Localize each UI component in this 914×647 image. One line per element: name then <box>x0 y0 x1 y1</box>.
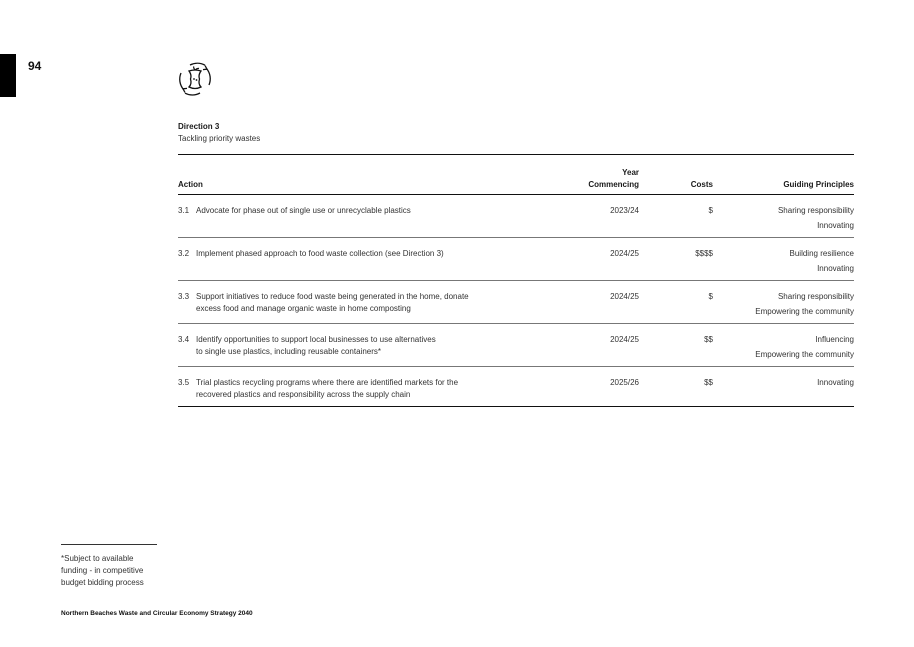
principle: Empowering the community <box>755 350 854 359</box>
principle: Sharing responsibility <box>777 292 854 301</box>
row-action-line: Support initiatives to reduce food waste being generated in the home, donate <box>196 292 469 301</box>
principle: Innovating <box>817 221 854 230</box>
page-number: 94 <box>28 59 42 73</box>
table-row <box>178 238 854 281</box>
principle: Building resilience <box>789 249 854 258</box>
header-year-line1: Year <box>622 168 639 177</box>
row-year: 2024/25 <box>610 335 639 344</box>
page-tab-marker <box>0 54 16 97</box>
row-principles <box>755 289 854 319</box>
direction-subtitle: Tackling priority wastes <box>178 134 261 143</box>
row-principles <box>778 203 854 233</box>
row-action-line: excess food and manage organic waste in home composting <box>196 304 411 313</box>
row-action <box>196 334 496 358</box>
principle: Innovating <box>817 264 854 273</box>
row-number: 3.4 <box>178 335 190 344</box>
table-header <box>178 155 854 195</box>
header-action: Action <box>178 180 203 189</box>
row-principles <box>790 246 854 276</box>
row-year: 2023/24 <box>610 206 639 215</box>
row-number: 3.1 <box>178 206 190 215</box>
row-principles <box>817 375 854 390</box>
row-year: 2025/26 <box>610 378 639 387</box>
row-cost: $$ <box>704 335 713 344</box>
principle: Influencing <box>815 335 854 344</box>
row-year: 2024/25 <box>610 292 639 301</box>
actions-table <box>178 154 854 407</box>
document-footer: Northern Beaches Waste and Circular Economy Strategy 2040 <box>61 610 253 617</box>
principle: Sharing responsibility <box>777 206 854 215</box>
footnote-line: *Subject to available <box>61 554 134 563</box>
principle: Empowering the community <box>755 307 854 316</box>
row-action-line: Trial plastics recycling programs where there are identified markets for the <box>196 378 459 387</box>
table-row <box>178 195 854 238</box>
header-year-commencing <box>588 167 639 191</box>
header-year-line2: Commencing <box>588 180 639 189</box>
row-principles <box>755 332 854 362</box>
apple-core-recycle-icon <box>176 60 214 98</box>
table-row <box>178 281 854 324</box>
table-row <box>178 324 854 367</box>
row-cost: $$ <box>704 378 713 387</box>
row-action-line: Implement phased approach to food waste collection (see Direction 3) <box>196 249 444 258</box>
direction-title: Direction 3 <box>178 122 220 131</box>
principle: Innovating <box>817 378 854 387</box>
table-row <box>178 367 854 407</box>
row-action <box>196 377 496 401</box>
row-action-line: recovered plastics and responsibility across the supply chain <box>196 390 411 399</box>
row-number: 3.5 <box>178 378 190 387</box>
footnote-divider <box>61 544 157 545</box>
footnote <box>61 553 161 589</box>
row-cost: $$$$ <box>695 249 713 258</box>
row-action-line: to single use plastics, including reusable containers* <box>196 347 381 356</box>
row-action <box>196 205 496 217</box>
header-costs: Costs <box>690 180 713 189</box>
row-action <box>196 291 496 315</box>
row-cost: $ <box>708 292 713 301</box>
footnote-line: budget bidding process <box>61 578 144 587</box>
row-number: 3.3 <box>178 292 190 301</box>
row-action <box>196 248 496 260</box>
header-guiding-principles: Guiding Principles <box>783 180 854 189</box>
row-number: 3.2 <box>178 249 190 258</box>
row-action-line: Advocate for phase out of single use or unrecyclable plastics <box>196 206 411 215</box>
footnote-line: funding - in competitive <box>61 566 144 575</box>
row-cost: $ <box>708 206 713 215</box>
row-year: 2024/25 <box>610 249 639 258</box>
row-action-line: Identify opportunities to support local businesses to use alternatives <box>196 335 436 344</box>
